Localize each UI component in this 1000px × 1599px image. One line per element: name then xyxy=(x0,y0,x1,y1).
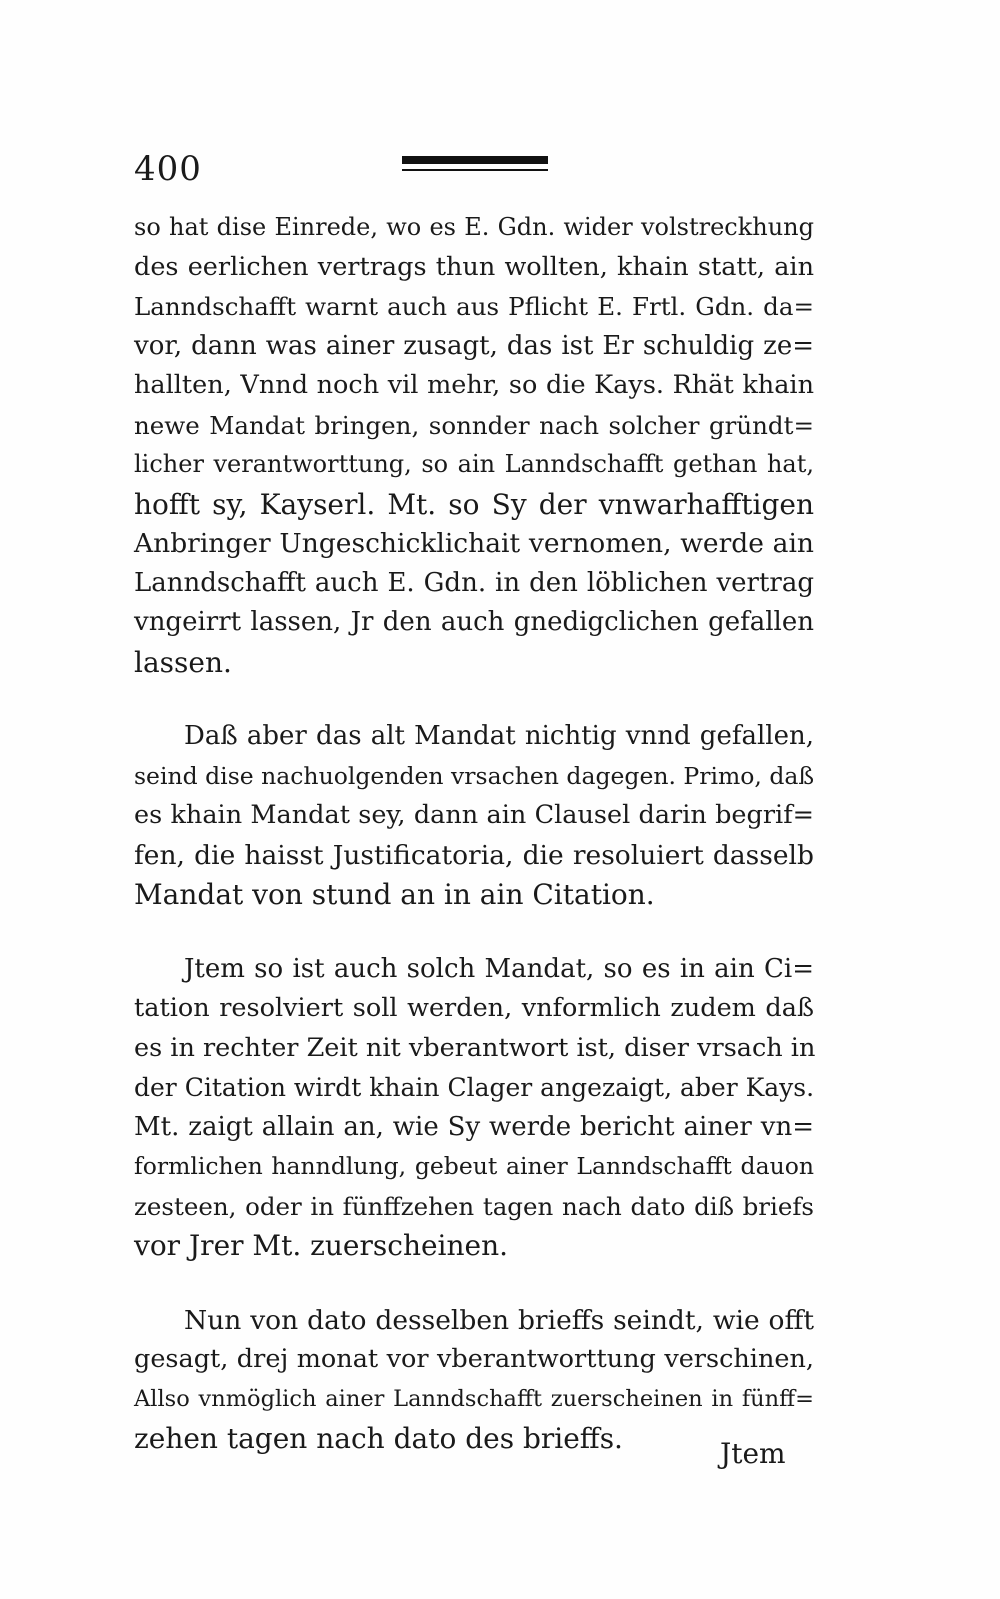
text-line: Nun von dato desselben brieffs seindt, wie offt xyxy=(184,1304,814,1336)
text-line: der Citation wirdt khain Clager angezaigt, aber Kays. xyxy=(134,1073,815,1102)
paragraph-3 xyxy=(134,950,814,1266)
text-line: newe Mandat bringen, sonnder nach solcher gründt= xyxy=(134,410,814,440)
text-line: seind dise nachuolgenden vrsachen dagegen. Primo, daß xyxy=(134,761,815,790)
text-line: hofft sy, Kayserl. Mt. so Sy der vnwarhafftigen xyxy=(134,487,814,521)
text-line: vor, dann was ainer zusagt, das ist Er schuldig ze= xyxy=(134,330,814,361)
text-line: gesagt, drej monat vor vberantworttung verschinen, xyxy=(134,1344,814,1374)
text-line: Mt. zaigt allain an, wie Sy werde bericht ainer vn= xyxy=(134,1111,814,1142)
paragraph-1 xyxy=(134,208,814,682)
catchword: Jtem xyxy=(720,1437,786,1470)
text-line: vor Jrer Mt. zuerscheinen. xyxy=(134,1229,509,1262)
text-line: so hat dise Einrede, wo es E. Gdn. wider volstreckhung xyxy=(134,213,814,241)
text-line: zehen tagen nach dato des brieffs. xyxy=(134,1422,623,1455)
text-line: Anbringer Ungeschicklichait vernomen, werde ain xyxy=(134,528,814,559)
text-line: lassen. xyxy=(134,645,232,679)
text-line: es khain Mandat sey, dann ain Clausel darin begrif= xyxy=(134,800,814,830)
header-rule xyxy=(402,156,548,171)
text-line: fen, die haisst Justificatoria, die resoluiert dasselb xyxy=(134,839,814,871)
text-line: Allso vnmöglich ainer Lanndschafft zuerscheinen in fünff= xyxy=(134,1385,814,1412)
text-line: Daß aber das alt Mandat nichtig vnnd gefallen, xyxy=(184,721,814,751)
header-rule-thick xyxy=(402,156,548,164)
paragraph-2 xyxy=(134,717,814,915)
paragraph-4 xyxy=(134,1301,814,1459)
text-line: Lanndschafft auch E. Gdn. in den löblichen vertrag xyxy=(134,567,814,598)
text-line: vngeirrt lassen, Jr den auch gnedigclichen gefallen xyxy=(134,607,814,637)
text-line: des eerlichen vertrags thun wollten, khain statt, ain xyxy=(134,251,814,282)
text-line: hallten, Vnnd noch vil mehr, so die Kays. Rhät khain xyxy=(134,370,814,400)
paragraph-gap xyxy=(134,682,814,717)
text-line: formlichen hanndlung, gebeut ainer Lanndschafft dauon xyxy=(134,1152,814,1180)
page-number: 400 xyxy=(134,149,202,189)
text-line: tation resolviert soll werden, vnformlich zudem daß xyxy=(134,993,814,1023)
text-line: Lanndschafft warnt auch aus Pflicht E. Frtl. Gdn. da= xyxy=(134,292,814,321)
paragraph-gap xyxy=(134,1266,814,1301)
text-line: Jtem so ist auch solch Mandat, so es in ain Ci= xyxy=(184,953,814,984)
header-rule-thin xyxy=(402,169,548,171)
text-line: Mandat von stund an in ain Citation. xyxy=(134,878,655,911)
text-line: es in rechter Zeit nit vberantwort ist, diser vrsach in xyxy=(134,1032,816,1063)
text-line: licher verantworttung, so ain Lanndschafft gethan hat, xyxy=(134,450,814,478)
paragraph-gap xyxy=(134,915,814,950)
text-line: zesteen, oder in fünffzehen tagen nach dato diß briefs xyxy=(134,1191,814,1221)
body-text xyxy=(134,208,814,1459)
